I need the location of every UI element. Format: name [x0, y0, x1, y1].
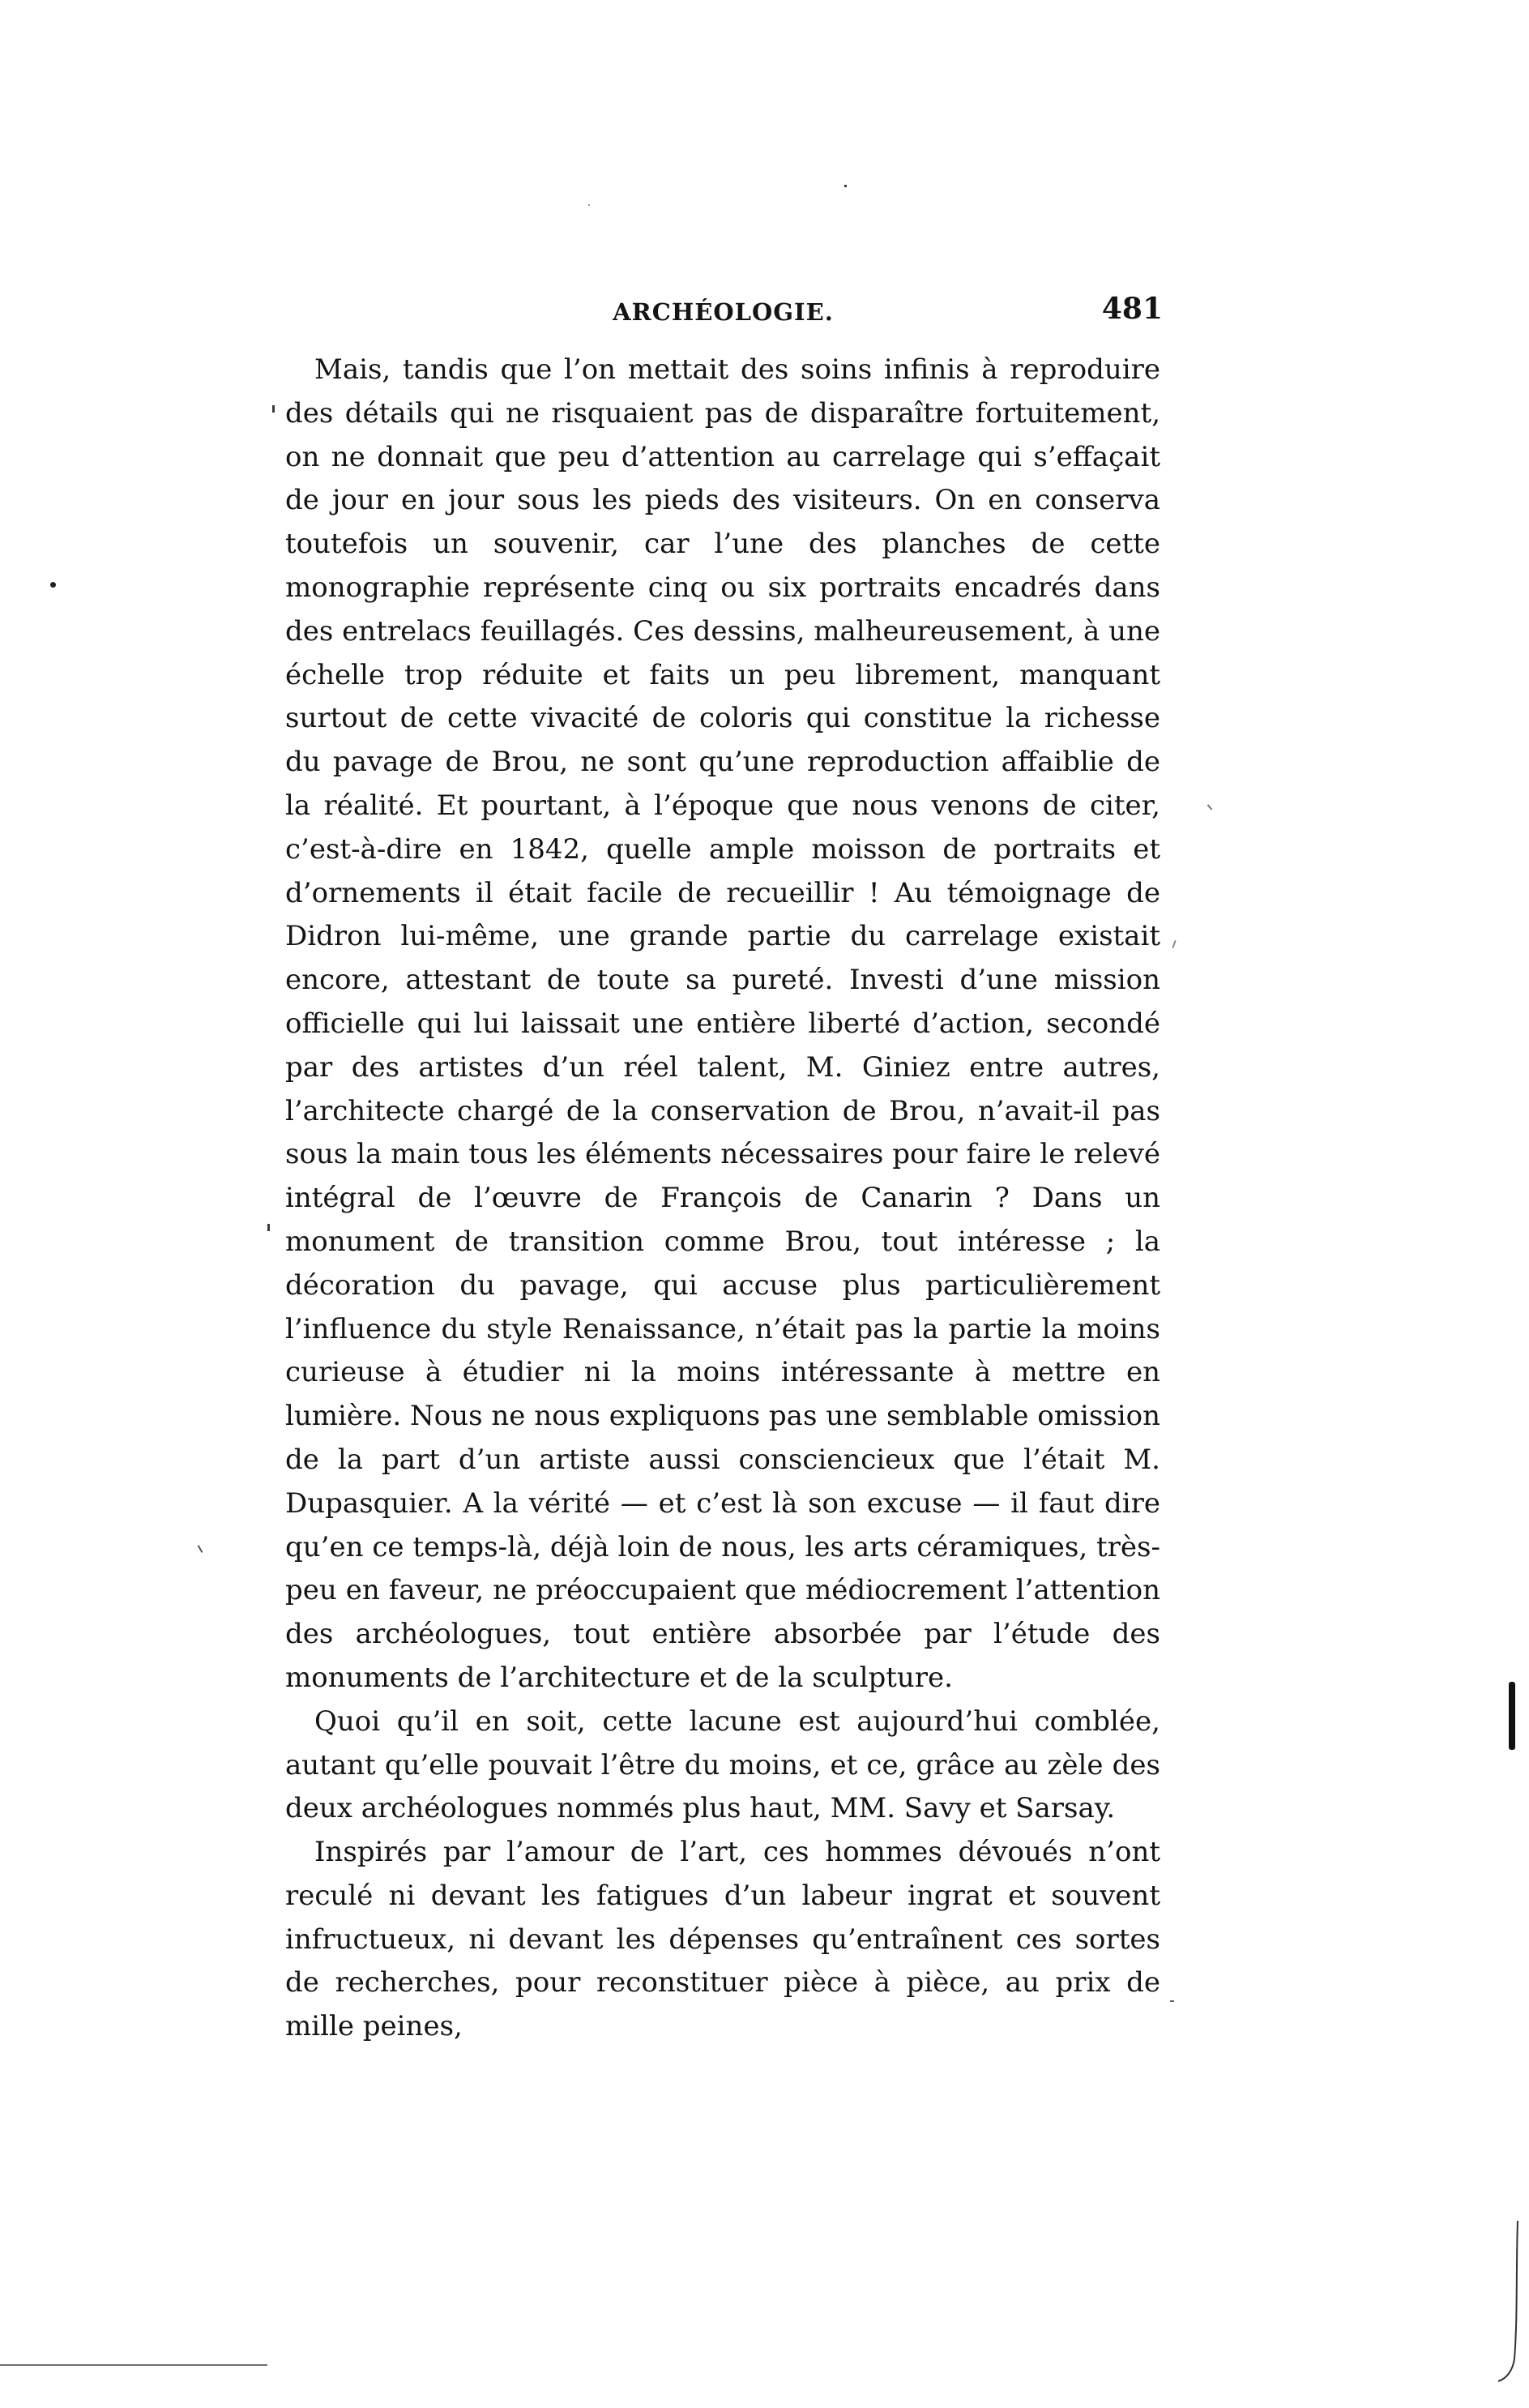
page-edge-curve [1497, 2221, 1521, 2383]
speck-mark [1172, 940, 1176, 948]
margin-bar-mark [1509, 1682, 1515, 1750]
running-title: ARCHÉOLOGIE. [613, 298, 834, 326]
paragraph-1: Mais, tandis que l’on mettait des soins infinis à reproduire des détails qui ne risquaient pas de disparaître fortuitement, on ne donnait que peu d’attention au carrelage qui s’effaçait de jour en jour sous les pieds des visiteurs. On en conserva toutefois un souvenir, car l’une des planches de cette monographie représente cinq ou six portraits encadrés dans des entrelacs feuillagés. Ces dessins, malheureusement, à une échelle trop réduite et faits un peu librement, manquant surtout de cette vivacité de coloris qui constitue la richesse du pavage de Brou, ne sont qu’une reproduction affaiblie de la réalité. Et pourtant, à l’époque que nous venons de citer, c’est-à-dire en 1842, quelle ample moisson de portraits et d’ornements il était facile de recueillir ! Au témoignage de Didron lui-même, une grande partie du carrelage existait encore, attestant de toute sa pureté. Investi d’une mission officielle qui lui laissait une entière liberté d’action, secondé par des artistes d’un réel talent, M. Giniez entre autres, l’architecte chargé de la conservation de Brou, n’avait-il pas sous la main tous les éléments nécessaires pour faire le relevé intégral de l’œuvre de François de Canarin ? Dans un monument de transition comme Brou, tout intéresse ; la décoration du pavage, qui accuse plus particulièrement l’influence du style Renaissance, n’était pas la partie la moins curieuse à étudier ni la moins intéressante à mettre en lumière. Nous ne nous expliquons pas une semblable omission de la part d’un artiste aussi consciencieux que l’était M. Dupasquier. A la vérité — et c’est là son excuse — il faut dire qu’en ce temps-là, déjà loin de nous, les arts céramiques, très-peu en faveur, ne préoccupaient que médiocrement l’attention des archéologues, tout entière absorbée par l’étude des monuments de l’architecture et de la sculpture. [285, 353, 1160, 1694]
speck-mark [267, 1224, 270, 1231]
speck-mark [272, 405, 275, 413]
speck-mark [1170, 2000, 1174, 2002]
speck-mark [198, 1545, 203, 1553]
body-text [285, 349, 1160, 2049]
speck-mark [588, 204, 590, 206]
running-header [284, 292, 1163, 340]
bullet-mark [50, 582, 56, 588]
bottom-rule [0, 2364, 267, 2366]
speck-mark [844, 185, 847, 187]
paragraph-2: Quoi qu’il en soit, cette lacune est aujourd’hui comblée, autant qu’elle pouvait l’être du moins, et ce, grâce au zèle des deux archéologues nommés plus haut, MM. Savy et Sarsay. [285, 1704, 1160, 1825]
speck-mark [1207, 804, 1213, 810]
page-number: 481 [1101, 292, 1163, 326]
paragraph-3: Inspirés par l’amour de l’art, ces hommes dévoués n’ont reculé ni devant les fatigues d’un labeur ingrat et souvent infructueux, ni devant les dépenses qu’entraînent ces sortes de recherches, pour reconstituer pièce à pièce, au prix de mille peines, [285, 1836, 1160, 2043]
